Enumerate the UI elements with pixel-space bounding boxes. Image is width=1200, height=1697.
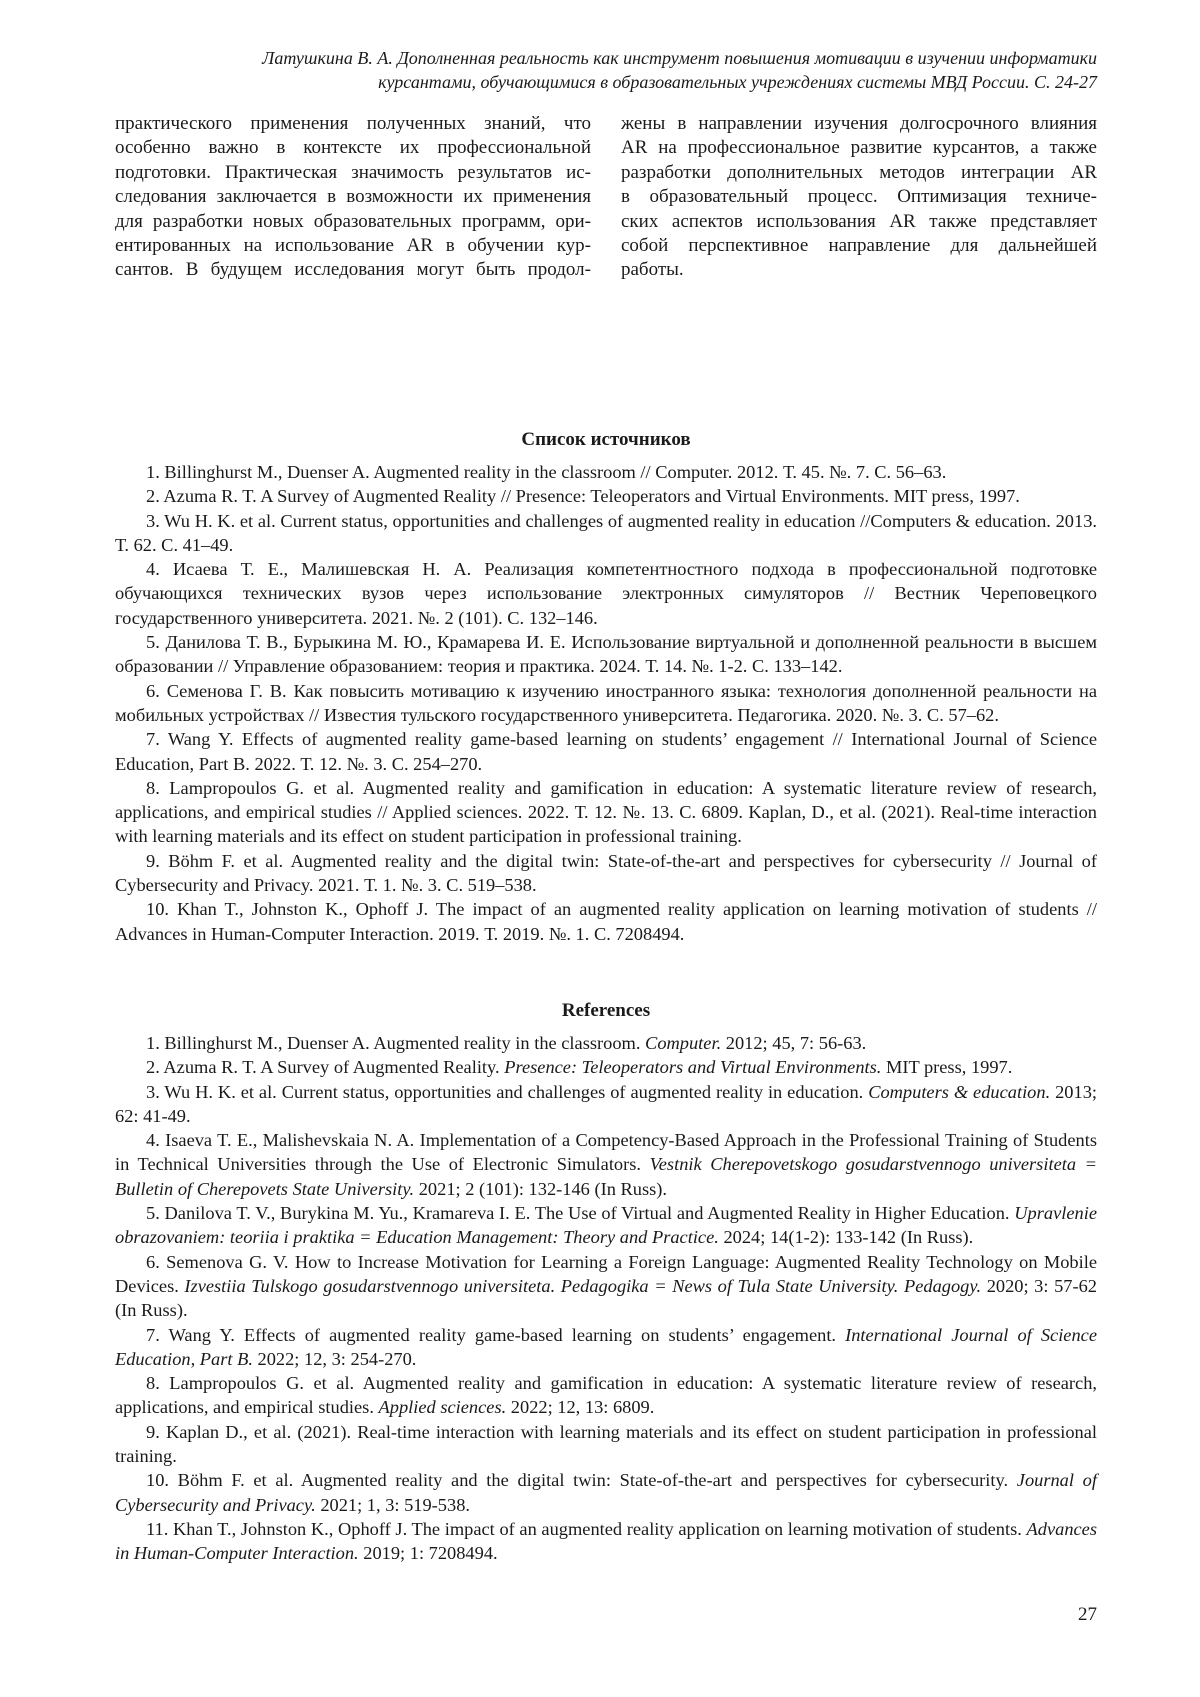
sources-heading: Список источников	[115, 428, 1097, 452]
reference-text: 1. Billinghurst M., Duenser A. Augmented reality in the classroom.	[146, 1033, 645, 1053]
reference-item	[115, 1371, 1097, 1420]
reference-item	[115, 1031, 1097, 1055]
body-line: особенно важно в контексте их профессиональной	[115, 136, 591, 160]
source-item: 8. Lampropoulos G. et al. Augmented reality and gamification in education: A systematic literature review of research, applications, and empirical studies // Applied sciences. 2022. Т. 12. №. 13. С. 6809. Kaplan, D., et al. (2021). Real-time interaction with learning materials and its effect on student participation in professional training.	[115, 776, 1097, 849]
body-line: ентированных на использование AR в обучении кур-	[115, 234, 591, 258]
reference-journal: Upravlenie obrazovaniem: teoriia i praktika = Education Management: Theory and Practice.	[115, 1203, 1097, 1247]
references-heading: References	[115, 999, 1097, 1023]
reference-item	[115, 1323, 1097, 1372]
reference-item	[115, 1055, 1097, 1079]
reference-details: 2019; 1: 7208494.	[359, 1543, 498, 1563]
reference-item	[115, 1201, 1097, 1250]
reference-text: 6. Semenova G. V. How to Increase Motivation for Learning a Foreign Language: Augmented Reality Technology on Mobile Devices.	[115, 1252, 1097, 1296]
reference-item	[115, 1517, 1097, 1566]
body-line: собой перспективное направление для дальнейшей	[621, 234, 1097, 258]
reference-journal: Vestnik Cherepovetskogo gosudarstvennogo universiteta = Bulletin of Cherepovets State University.	[115, 1154, 1097, 1198]
reference-text: 7. Wang Y. Effects of augmented reality game-based learning on students’ engagement.	[146, 1325, 845, 1345]
body-line: жены в направлении изучения долгосрочного влияния	[621, 112, 1097, 136]
reference-journal: International Journal of Science Education, Part B.	[115, 1325, 1097, 1369]
reference-journal: Computer.	[645, 1033, 721, 1053]
reference-journal: Advances in Human-Computer Interaction.	[115, 1519, 1097, 1563]
source-item: 6. Семенова Г. В. Как повысить мотивацию к изучению иностранного языка: технология дополненной реальности на мобильных устройствах // Известия тульского государственного университета. Педагогика. 2020. №. 3. С. 57–62.	[115, 679, 1097, 728]
reference-journal: Applied sciences.	[379, 1397, 507, 1417]
reference-journal: Journal of Cybersecurity and Privacy.	[115, 1470, 1097, 1514]
reference-details: 2024; 14(1-2): 133-142 (In Russ).	[719, 1227, 973, 1247]
body-line: в образовательный процесс. Оптимизация техниче-	[621, 185, 1097, 209]
source-item: 3. Wu H. K. et al. Current status, opportunities and challenges of augmented reality in education //Computers & education. 2013. Т. 62. С. 41–49.	[115, 509, 1097, 558]
reference-details: 2012; 45, 7: 56-63.	[721, 1033, 866, 1053]
body-line: ских аспектов использования AR также представляет	[621, 210, 1097, 234]
reference-text: 10. Böhm F. et al. Augmented reality and the digital twin: State-of-the-art and perspectives for cybersecurity.	[146, 1470, 1017, 1490]
reference-journal: Presence: Teleoperators and Virtual Environments.	[504, 1057, 881, 1077]
running-header-line-2: курсантами, обучающимися в образовательных учреждениях системы МВД России. С. 24-27	[97, 70, 1097, 94]
reference-details: 2020; 3: 57-62 (In Russ).	[115, 1276, 1097, 1320]
running-header	[97, 46, 1097, 94]
page	[0, 0, 1200, 1697]
reference-text: 4. Isaeva T. E., Malishevskaia N. A. Implementation of a Competency-Based Approach in the Professional Training of Students in Technical Universities through the Use of Electronic Simulators.	[115, 1130, 1097, 1174]
source-item: 10. Khan T., Johnston K., Ophoff J. The impact of an augmented reality application on learning motivation of students // Advances in Human-Computer Interaction. 2019. Т. 2019. №. 1. С. 7208494.	[115, 897, 1097, 946]
reference-text: 3. Wu H. K. et al. Current status, opportunities and challenges of augmented reality in education.	[146, 1082, 868, 1102]
references-list	[115, 1031, 1097, 1566]
body-line: подготовки. Практическая значимость результатов ис-	[115, 161, 591, 185]
source-item: 1. Billinghurst M., Duenser A. Augmented reality in the classroom // Computer. 2012. Т. 45. №. 7. С. 56–63.	[115, 460, 1097, 484]
reference-item	[115, 1468, 1097, 1517]
body-line: практического применения полученных знаний, что	[115, 112, 591, 136]
reference-item	[115, 1420, 1097, 1469]
body-line: AR на профессиональное развитие курсантов, а также	[621, 136, 1097, 160]
body-line: сантов. В будущем исследования могут быть продол-	[115, 258, 591, 282]
body-line: работы.	[621, 258, 1097, 282]
reference-text: 11. Khan T., Johnston K., Ophoff J. The impact of an augmented reality application on learning motivation of students.	[146, 1519, 1027, 1539]
source-item: 4. Исаева Т. Е., Малишевская Н. А. Реализация компетентностного подхода в профессиональной подготовке обучающихся технических вузов через использование электронных симуляторов // Вестник Череповецкого государственного университета. 2021. №. 2 (101). С. 132–146.	[115, 557, 1097, 630]
body-text-columns	[115, 112, 1097, 282]
running-header-line-1: Латушкина В. А. Дополненная реальность как инструмент повышения мотивации в изучении информатики	[97, 46, 1097, 70]
reference-item	[115, 1128, 1097, 1201]
reference-details: 2021; 1, 3: 519-538.	[316, 1495, 470, 1515]
reference-details: 2022; 12, 13: 6809.	[506, 1397, 654, 1417]
reference-text: 5. Danilova T. V., Burykina M. Yu., Kramareva I. E. The Use of Virtual and Augmented Reality in Higher Education.	[146, 1203, 1014, 1223]
body-left-column	[115, 112, 591, 283]
source-item: 7. Wang Y. Effects of augmented reality game-based learning on students’ engagement // International Journal of Science Education, Part B. 2022. Т. 12. №. 3. С. 254–270.	[115, 727, 1097, 776]
reference-journal: Izvestiia Tulskogo gosudarstvennogo universiteta. Pedagogika = News of Tula State University. Pedagogy.	[184, 1276, 981, 1296]
reference-details: 2022; 12, 3: 254-270.	[253, 1349, 416, 1369]
sources-list	[115, 460, 1097, 946]
reference-item	[115, 1080, 1097, 1129]
body-right-column	[621, 112, 1097, 283]
source-item: 9. Böhm F. et al. Augmented reality and the digital twin: State-of-the-art and perspectives for cybersecurity // Journal of Cybersecurity and Privacy. 2021. Т. 1. №. 3. С. 519–538.	[115, 849, 1097, 898]
reference-text: 2. Azuma R. T. A Survey of Augmented Reality.	[146, 1057, 504, 1077]
reference-text: 9. Kaplan D., et al. (2021). Real-time interaction with learning materials and its effect on student participation in professional training.	[115, 1422, 1097, 1466]
body-line: для разработки новых образовательных программ, ори-	[115, 210, 591, 234]
reference-item	[115, 1250, 1097, 1323]
reference-details: MIT press, 1997.	[881, 1057, 1012, 1077]
page-number: 27	[1078, 1604, 1097, 1626]
body-line: следования заключается в возможности их применения	[115, 185, 591, 209]
reference-details: 2013; 62: 41-49.	[115, 1082, 1097, 1126]
body-line: разработки дополнительных методов интеграции AR	[621, 161, 1097, 185]
reference-text: 8. Lampropoulos G. et al. Augmented reality and gamification in education: A systematic literature review of research, applications, and empirical studies.	[115, 1373, 1097, 1417]
reference-journal: Computers & education.	[868, 1082, 1050, 1102]
reference-details: 2021; 2 (101): 132-146 (In Russ).	[414, 1179, 667, 1199]
source-item: 2. Azuma R. T. A Survey of Augmented Reality // Presence: Teleoperators and Virtual Environments. MIT press, 1997.	[115, 484, 1097, 508]
source-item: 5. Данилова Т. В., Бурыкина М. Ю., Крамарева И. Е. Использование виртуальной и дополненной реальности в высшем образовании // Управление образованием: теория и практика. 2024. Т. 14. №. 1-2. С. 133–142.	[115, 630, 1097, 679]
